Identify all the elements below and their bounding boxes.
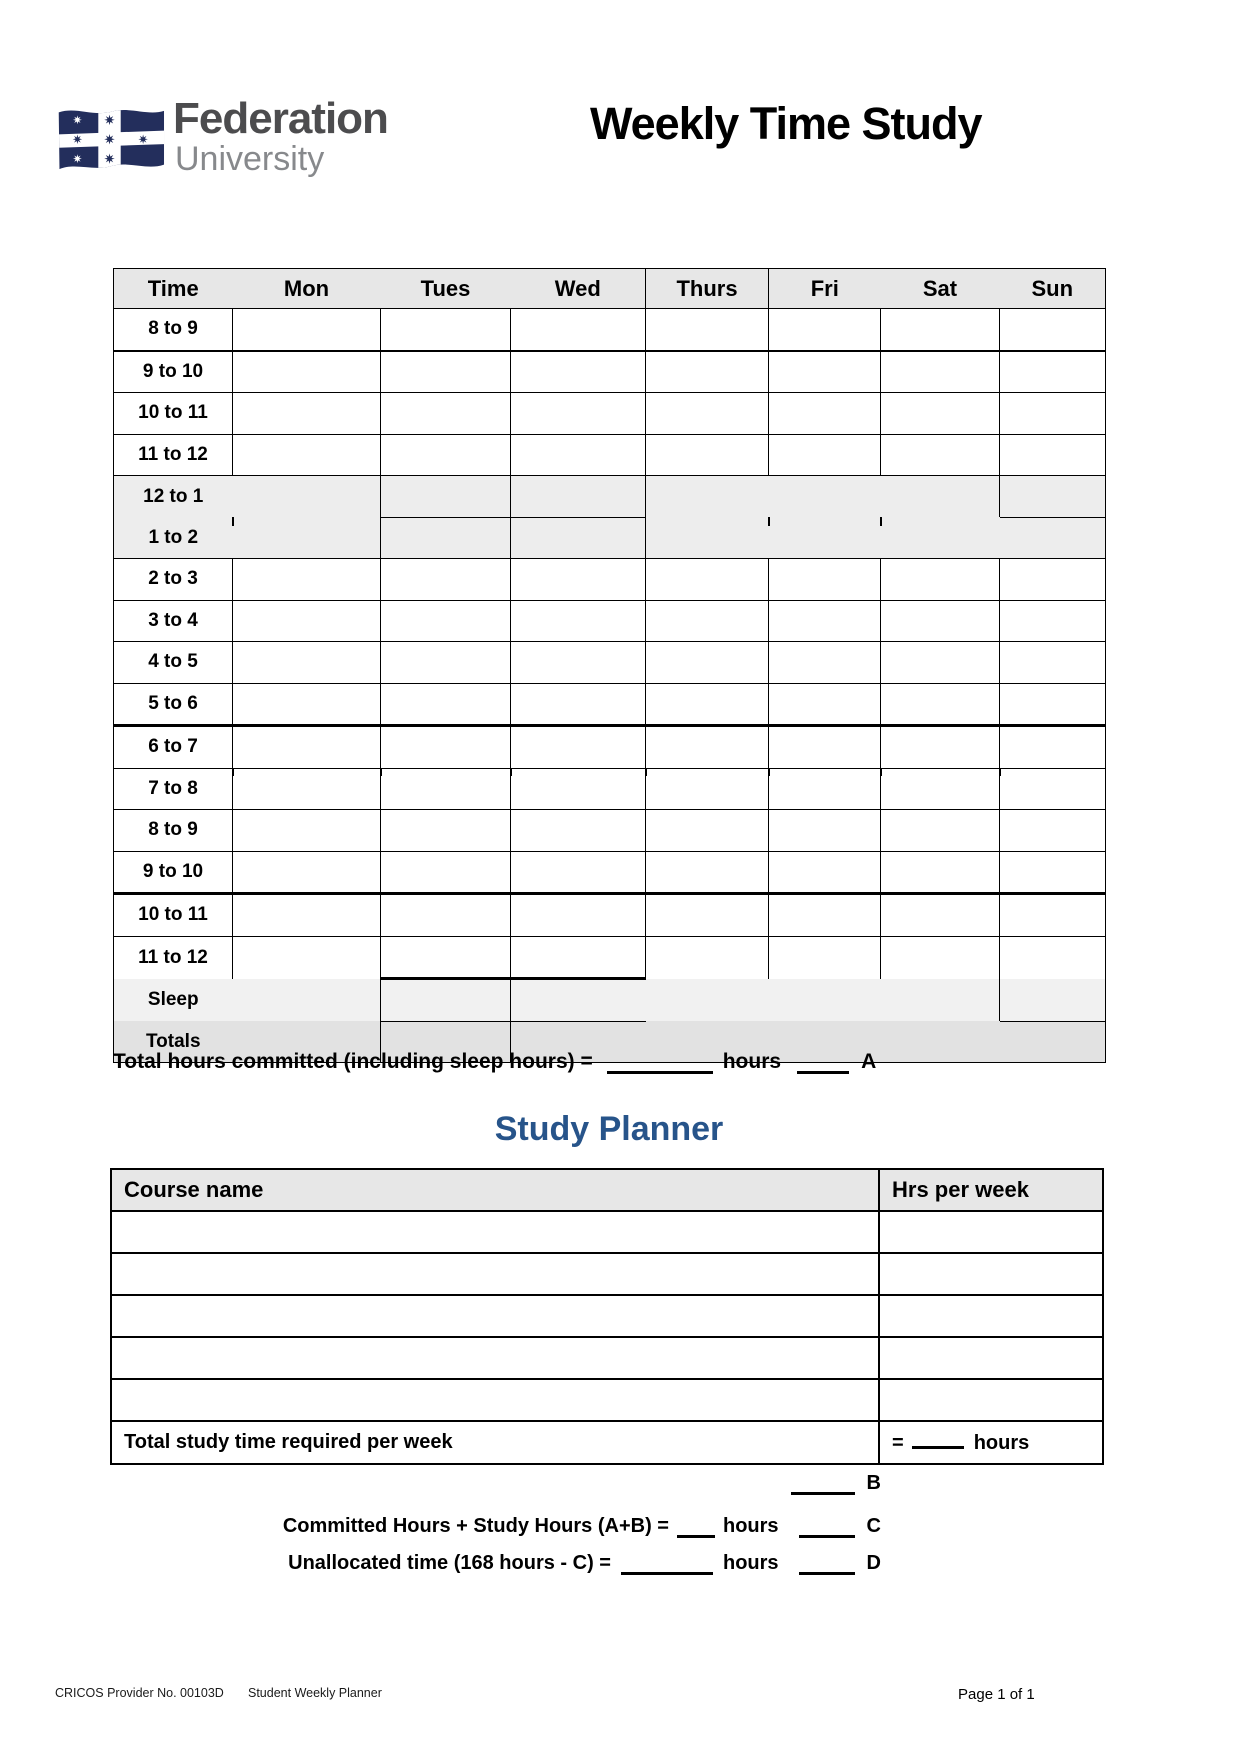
schedule-cell: [769, 768, 881, 810]
c-hours-unit-label: hours: [722, 1515, 779, 1537]
schedule-cell: [511, 851, 646, 894]
schedule-cell: [881, 810, 1000, 852]
schedule-cell: [233, 517, 381, 559]
equals-sign: =: [892, 1432, 904, 1454]
schedule-cell: [881, 979, 1000, 1022]
table-tick: [380, 769, 382, 776]
schedule-cell: [233, 726, 381, 769]
course-name-cell: [111, 1253, 879, 1295]
ref-b-blank-field: [791, 1472, 855, 1495]
study-planner-table: [110, 1168, 1104, 1465]
schedule-cell: [233, 351, 381, 393]
schedule-cell: [381, 351, 511, 393]
schedule-cell: [1000, 309, 1106, 351]
planner-total-label: Total study time required per week: [111, 1421, 879, 1464]
schedule-cell: [881, 517, 1000, 559]
c-hours-blank-field: [677, 1515, 715, 1538]
schedule-cell: [769, 936, 881, 979]
schedule-cell: [646, 851, 769, 894]
schedule-cell: [233, 393, 381, 435]
ref-a-label: A: [861, 1050, 877, 1073]
ref-a-blank-field: [797, 1051, 849, 1074]
schedule-cell: [381, 979, 511, 1022]
schedule-cell: [881, 936, 1000, 979]
schedule-cell: [769, 517, 881, 559]
schedule-cell: [511, 894, 646, 937]
schedule-cell: [646, 726, 769, 769]
schedule-cell: [1000, 600, 1106, 642]
schedule-cell: [381, 559, 511, 601]
schedule-cell: [381, 600, 511, 642]
schedule-cell: [511, 434, 646, 476]
schedule-cell: [646, 309, 769, 351]
planner-header-hrs-per-week: Hrs per week: [879, 1169, 1103, 1211]
hrs-per-week-cell: [879, 1253, 1103, 1295]
schedule-cell: [1000, 476, 1106, 518]
schedule-cell: [646, 600, 769, 642]
schedule-cell: [646, 894, 769, 937]
schedule-cell: [511, 600, 646, 642]
schedule-cell: [233, 851, 381, 894]
schedule-cell: [1000, 393, 1106, 435]
schedule-cell: [646, 476, 769, 518]
schedule-cell: [1000, 936, 1106, 979]
hrs-per-week-cell: [879, 1379, 1103, 1421]
time-row-label: 3 to 4: [114, 600, 233, 642]
schedule-cell: [511, 642, 646, 684]
hrs-per-week-cell: [879, 1337, 1103, 1379]
schedule-cell: [646, 642, 769, 684]
schedule-cell: [511, 726, 646, 769]
schedule-cell: [381, 683, 511, 726]
column-header-wed: Wed: [511, 269, 646, 309]
planner-header-course-name: Course name: [111, 1169, 879, 1211]
time-row-label: 10 to 11: [114, 894, 233, 937]
schedule-cell: [646, 517, 769, 559]
schedule-cell: [511, 559, 646, 601]
weekly-time-table: [113, 268, 1106, 1063]
schedule-cell: [1000, 517, 1106, 559]
time-row-label: 11 to 12: [114, 936, 233, 979]
column-header-sun: Sun: [1000, 269, 1106, 309]
study-planner-heading: Study Planner: [494, 1110, 724, 1148]
ref-d-blank-field: [799, 1552, 855, 1575]
planner-total-value-cell: [879, 1421, 1103, 1464]
study-hours-b-line: [113, 1472, 881, 1495]
table-tick: [768, 769, 770, 776]
schedule-cell: [646, 434, 769, 476]
schedule-cell: [233, 894, 381, 937]
schedule-cell: [646, 936, 769, 979]
schedule-cell: [381, 851, 511, 894]
schedule-cell: [881, 351, 1000, 393]
footer-cricos: CRICOS Provider No. 00103D: [55, 1686, 224, 1700]
planner-total-blank-field: [912, 1430, 964, 1449]
schedule-cell: [769, 726, 881, 769]
time-row-label: 12 to 1: [114, 476, 233, 518]
schedule-cell: [769, 351, 881, 393]
schedule-cell: [646, 683, 769, 726]
schedule-cell: [769, 309, 881, 351]
schedule-cell: [646, 393, 769, 435]
ref-d-label: D: [866, 1552, 881, 1574]
schedule-cell: [881, 726, 1000, 769]
table-tick: [645, 769, 647, 776]
time-row-label: 11 to 12: [114, 434, 233, 476]
schedule-cell: [1000, 851, 1106, 894]
schedule-cell: [646, 559, 769, 601]
schedule-cell: [233, 642, 381, 684]
schedule-cell: [881, 600, 1000, 642]
schedule-cell: [381, 894, 511, 937]
schedule-cell: [769, 559, 881, 601]
schedule-cell: [769, 434, 881, 476]
schedule-cell: [1000, 559, 1106, 601]
schedule-cell: [381, 726, 511, 769]
planner-total-unit-label: hours: [973, 1432, 1030, 1454]
schedule-cell: [769, 683, 881, 726]
schedule-cell: [769, 894, 881, 937]
schedule-cell: [1000, 1021, 1106, 1063]
time-row-label: 5 to 6: [114, 683, 233, 726]
schedule-cell: [233, 434, 381, 476]
schedule-cell: [233, 309, 381, 351]
schedule-cell: [1000, 642, 1106, 684]
time-row-label: Totals: [114, 1021, 233, 1063]
schedule-cell: [881, 851, 1000, 894]
schedule-cell: [233, 600, 381, 642]
page-title: Weekly Time Study: [590, 98, 982, 149]
schedule-cell: [769, 979, 881, 1022]
schedule-cell: [381, 393, 511, 435]
schedule-cell: [233, 979, 381, 1022]
time-row-label: Sleep: [114, 979, 233, 1022]
schedule-cell: [381, 936, 511, 979]
schedule-cell: [511, 810, 646, 852]
schedule-cell: [1000, 683, 1106, 726]
time-row-label: 6 to 7: [114, 726, 233, 769]
time-row-label: 10 to 11: [114, 393, 233, 435]
schedule-cell: [381, 476, 511, 518]
schedule-cell: [233, 936, 381, 979]
schedule-cell: [511, 683, 646, 726]
schedule-cell: [769, 476, 881, 518]
time-row-label: 4 to 5: [114, 642, 233, 684]
hours-blank-field: [607, 1051, 713, 1074]
time-row-label: 7 to 8: [114, 768, 233, 810]
schedule-cell: [1000, 768, 1106, 810]
schedule-cell: [1000, 726, 1106, 769]
schedule-cell: [381, 309, 511, 351]
schedule-cell: [881, 309, 1000, 351]
schedule-cell: [881, 642, 1000, 684]
schedule-cell: [1000, 894, 1106, 937]
total-hours-committed-line: [113, 1050, 876, 1074]
schedule-cell: [1000, 810, 1106, 852]
course-name-cell: [111, 1295, 879, 1337]
schedule-cell: [233, 559, 381, 601]
table-tick: [232, 769, 234, 776]
schedule-cell: [881, 559, 1000, 601]
unallocated-time-line: [113, 1552, 881, 1575]
column-header-thurs: Thurs: [646, 269, 769, 309]
schedule-cell: [381, 517, 511, 559]
schedule-cell: [511, 979, 646, 1022]
schedule-cell: [769, 642, 881, 684]
table-tick: [999, 769, 1001, 776]
schedule-cell: [511, 309, 646, 351]
schedule-cell: [769, 600, 881, 642]
column-header-time: Time: [114, 269, 233, 309]
schedule-cell: [769, 393, 881, 435]
schedule-cell: [233, 810, 381, 852]
schedule-cell: [769, 810, 881, 852]
schedule-cell: [511, 517, 646, 559]
hours-unit-label: hours: [722, 1050, 782, 1073]
schedule-cell: [381, 810, 511, 852]
committed-plus-study-label: Committed Hours + Study Hours (A+B) =: [282, 1515, 669, 1537]
table-tick: [510, 769, 512, 776]
column-header-tues: Tues: [381, 269, 511, 309]
time-row-label: 9 to 10: [114, 351, 233, 393]
schedule-cell: [233, 683, 381, 726]
time-row-label: 1 to 2: [114, 517, 233, 559]
schedule-cell: [381, 642, 511, 684]
total-hours-label: Total hours committed (including sleep hours) =: [113, 1050, 593, 1073]
course-name-cell: [111, 1379, 879, 1421]
schedule-cell: [511, 476, 646, 518]
schedule-cell: [381, 768, 511, 810]
schedule-cell: [1000, 351, 1106, 393]
schedule-cell: [881, 768, 1000, 810]
course-name-cell: [111, 1337, 879, 1379]
time-row-label: 2 to 3: [114, 559, 233, 601]
committed-plus-study-line: [113, 1515, 881, 1538]
schedule-cell: [511, 351, 646, 393]
time-row-label: 9 to 10: [114, 851, 233, 894]
schedule-cell: [881, 1021, 1000, 1063]
footer-page-number: Page 1 of 1: [958, 1686, 1035, 1703]
time-row-label: 8 to 9: [114, 309, 233, 351]
schedule-cell: [511, 936, 646, 979]
hrs-per-week-cell: [879, 1211, 1103, 1253]
schedule-cell: [881, 894, 1000, 937]
university-logo: [55, 92, 388, 187]
column-header-fri: Fri: [769, 269, 881, 309]
schedule-cell: [1000, 434, 1106, 476]
unallocated-time-label: Unallocated time (168 hours - C) =: [288, 1552, 611, 1574]
schedule-cell: [881, 683, 1000, 726]
schedule-cell: [646, 810, 769, 852]
schedule-cell: [511, 393, 646, 435]
ref-c-label: C: [866, 1515, 881, 1537]
schedule-cell: [381, 434, 511, 476]
schedule-cell: [1000, 979, 1106, 1022]
column-header-sat: Sat: [881, 269, 1000, 309]
hrs-per-week-cell: [879, 1295, 1103, 1337]
ref-b-label: B: [866, 1472, 881, 1494]
d-hours-blank-field: [621, 1552, 713, 1575]
schedule-cell: [233, 768, 381, 810]
schedule-cell: [881, 476, 1000, 518]
schedule-cell: [646, 351, 769, 393]
table-tick: [880, 769, 882, 776]
schedule-cell: [511, 768, 646, 810]
course-name-cell: [111, 1211, 879, 1253]
d-hours-unit-label: hours: [722, 1552, 779, 1574]
schedule-cell: [646, 979, 769, 1022]
time-row-label: 8 to 9: [114, 810, 233, 852]
schedule-cell: [769, 851, 881, 894]
logo-text-federation: Federation: [173, 94, 388, 143]
column-header-mon: Mon: [233, 269, 381, 309]
schedule-cell: [646, 768, 769, 810]
footer-doc-name: Student Weekly Planner: [248, 1686, 382, 1700]
flag-logo-icon: [55, 94, 167, 186]
ref-c-blank-field: [799, 1515, 855, 1538]
schedule-cell: [881, 434, 1000, 476]
logo-text-university: University: [175, 140, 325, 178]
schedule-cell: [881, 393, 1000, 435]
schedule-cell: [233, 476, 381, 518]
